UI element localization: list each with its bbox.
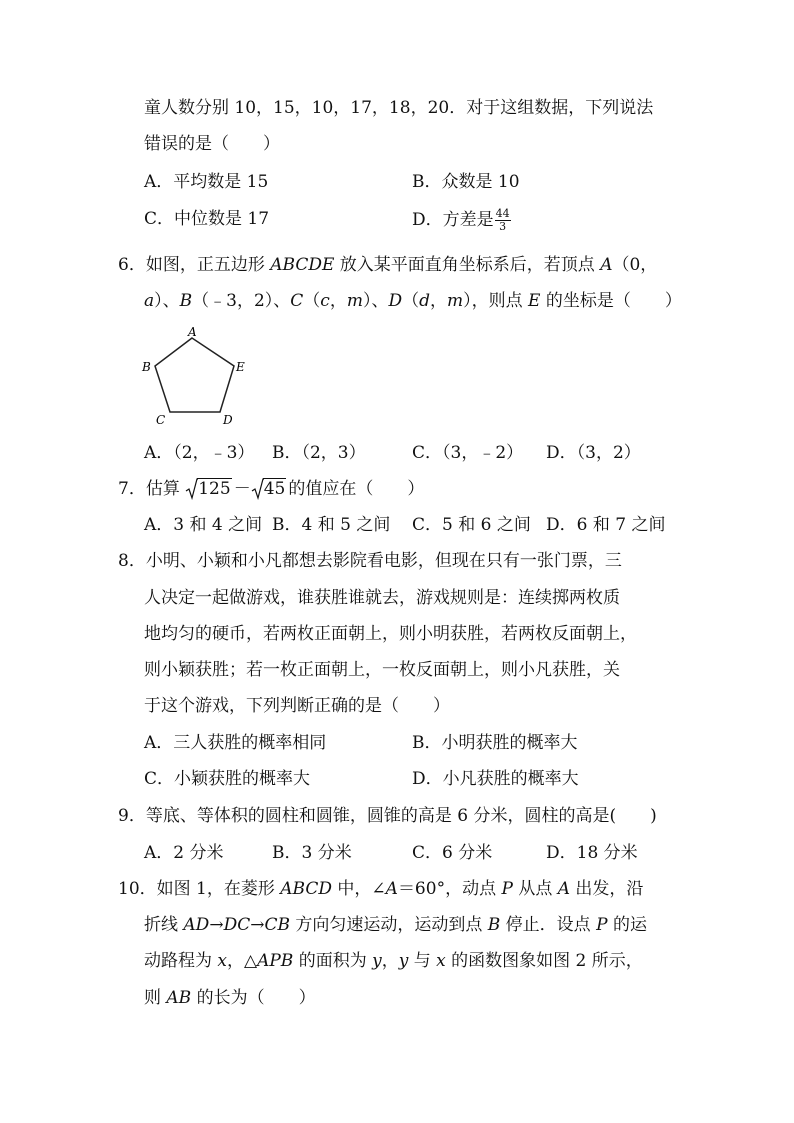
q6-line1 <box>118 254 657 276</box>
q10-var: B <box>487 915 501 935</box>
q8-line4: 则小颖获胜；若一枚正面朝上，一枚反面朝上，则小凡获胜，关 <box>144 660 620 680</box>
q10-text: 的面积为 <box>293 951 373 971</box>
q10-var: A <box>557 879 571 899</box>
q6-text: ）、 <box>154 291 180 311</box>
q10-text: 从点 <box>512 879 558 899</box>
q7-option-d: D．6 和 7 之间 <box>546 515 666 535</box>
q6-option-d: D．（3，2） <box>546 443 641 463</box>
minus-sign: － <box>233 479 251 499</box>
q6-option-a: A．（2，﹣3） <box>144 443 255 463</box>
q10-var: P <box>596 915 608 935</box>
q10-line1 <box>118 878 643 900</box>
radicand-2: 45 <box>263 479 286 499</box>
q10-var: y <box>398 951 409 971</box>
q10-text: 中，∠ <box>332 879 386 899</box>
q6-var: ABCDE <box>270 255 335 275</box>
q8-option-c: C．小颖获胜的概率大 <box>144 769 311 789</box>
q10-text: 的长为（ ） <box>191 988 316 1008</box>
q10-text: 方向匀速运动，运动到点 <box>289 915 488 935</box>
arrow-symbol: → <box>250 915 265 935</box>
q8-option-b: B．小明获胜的概率大 <box>412 733 578 753</box>
radical-sign-icon <box>185 478 198 500</box>
q6-text: （0， <box>612 255 658 275</box>
fraction-numerator: 44 <box>495 207 510 220</box>
q8-line3: 地均匀的硬币，若两枚正面朝上，则小明获胜，若两枚反面朝上， <box>144 624 637 644</box>
q5-line1: 童人数分别 10，15，10，17，18，20．对于这组数据，下列说法 <box>144 98 654 118</box>
q6-text: （ <box>303 291 321 311</box>
q10-text: 10．如图 1，在菱形 <box>118 879 281 899</box>
q8-option-d: D．小凡获胜的概率大 <box>412 769 579 789</box>
q9-option-d: D．18 分米 <box>546 843 638 863</box>
q6-text: ， <box>429 291 447 311</box>
q6-var: E <box>528 291 541 311</box>
q8-line5: 于这个游戏，下列判断正确的是（ ） <box>144 696 450 716</box>
q10-var: APB <box>257 951 294 971</box>
q10-var: y <box>372 951 382 971</box>
pentagon-shape <box>155 338 234 412</box>
variance-fraction <box>495 208 511 233</box>
q10-var: ABCD <box>280 879 332 899</box>
q10-text: 出发，沿 <box>570 879 644 899</box>
q5-option-b: B．众数是 10 <box>412 172 520 192</box>
q6-var: m <box>346 291 363 311</box>
q6-var: A <box>600 255 613 275</box>
q6-option-c: C．（3，﹣2） <box>412 443 524 463</box>
q10-var: A <box>385 879 398 899</box>
vertex-label-a: A <box>188 326 197 339</box>
fraction-denominator: 3 <box>499 220 507 233</box>
q6-text: ），则点 <box>463 291 529 311</box>
q7-option-b: B．4 和 5 之间 <box>272 515 391 535</box>
q6-line2 <box>144 290 682 312</box>
q6-option-b: B．（2，3） <box>272 443 366 463</box>
q6-text: 6．如图，正五边形 <box>118 255 271 275</box>
vertex-label-e: E <box>236 360 245 374</box>
q10-text: 的运 <box>607 915 647 935</box>
vertex-label-d: D <box>223 413 233 426</box>
q7-option-a: A．3 和 4 之间 <box>144 515 263 535</box>
radical-sign-icon <box>251 478 264 500</box>
q8-line1: 8．小明、小颖和小凡都想去影院看电影，但现在只有一张门票，三 <box>118 551 622 571</box>
q10-text: 动路程为 <box>144 951 218 971</box>
q7-suffix: 的值应在（ ） <box>288 479 425 499</box>
q10-text: 与 <box>408 951 437 971</box>
q10-var: DC <box>223 915 251 935</box>
q5-option-d-text: D．方差是 <box>412 210 494 230</box>
q6-var: d <box>419 291 430 311</box>
q6-var: B <box>179 291 193 311</box>
q10-line2 <box>144 914 647 936</box>
q10-var: x <box>217 951 227 971</box>
q9-option-c: C．6 分米 <box>412 843 493 863</box>
q10-text: 折线 <box>144 915 184 935</box>
q10-text: 停止．设点 <box>500 915 597 935</box>
sqrt-45 <box>251 478 287 500</box>
q6-text: 的坐标是（ ） <box>540 291 682 311</box>
vertex-label-c: C <box>156 413 166 426</box>
q10-text: ， <box>381 951 399 971</box>
vertex-label-b: B <box>142 360 151 374</box>
q8-line2: 人决定一起做游戏，谁获胜谁就去，游戏规则是：连续掷两枚质 <box>144 588 620 608</box>
q10-text: ＝60°，动点 <box>397 879 502 899</box>
q6-text: 放入某平面直角坐标系后，若顶点 <box>334 255 601 275</box>
sqrt-125 <box>185 478 231 500</box>
q6-text: （ <box>402 291 420 311</box>
q6-var: m <box>446 291 464 311</box>
q6-text: （﹣3，2）、 <box>192 291 291 311</box>
q10-var: CB <box>264 915 290 935</box>
q10-var: AD <box>183 915 210 935</box>
q6-text: ）、 <box>362 291 389 311</box>
q10-var: P <box>501 879 513 899</box>
q7-prefix: 7．估算 <box>118 479 180 499</box>
q10-var: x <box>436 951 446 971</box>
q6-var: a <box>144 291 155 311</box>
q7-stem <box>118 478 424 500</box>
q10-var: AB <box>166 988 192 1008</box>
q10-text: ，△ <box>227 951 258 971</box>
q9-stem: 9．等底、等体积的圆柱和圆锥，圆锥的高是 6 分米，圆柱的高是( ) <box>118 806 657 826</box>
q6-var: D <box>388 291 403 311</box>
q9-option-b: B．3 分米 <box>272 843 352 863</box>
q9-option-a: A．2 分米 <box>144 843 224 863</box>
q10-line3 <box>144 950 643 972</box>
pentagon-figure <box>140 326 252 426</box>
q10-text: 的函数图象如图 2 所示， <box>445 951 643 971</box>
q6-var: C <box>290 291 304 311</box>
q7-option-c: C．5 和 6 之间 <box>412 515 531 535</box>
q8-option-a: A．三人获胜的概率相同 <box>144 733 327 753</box>
q5-option-c: C．中位数是 17 <box>144 209 270 229</box>
radicand-1: 125 <box>198 479 231 499</box>
q5-option-d <box>412 208 511 233</box>
q10-line4 <box>144 987 316 1009</box>
q10-text: 则 <box>144 988 167 1008</box>
arrow-symbol: → <box>209 915 224 935</box>
q5-option-a: A．平均数是 15 <box>144 172 269 192</box>
q6-var: c <box>320 291 330 311</box>
q6-text: ， <box>329 291 347 311</box>
q5-line2: 错误的是（ ） <box>144 134 280 154</box>
